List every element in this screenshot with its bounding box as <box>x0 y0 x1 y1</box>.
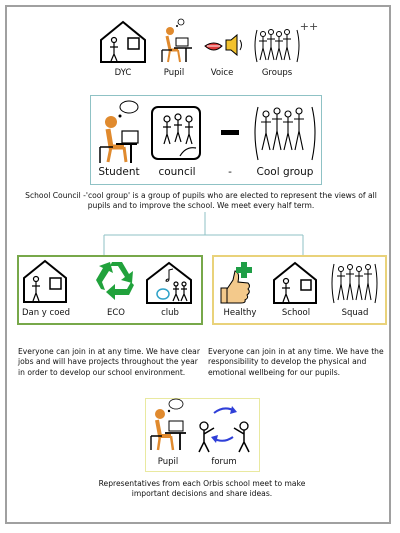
forum-discussion-icon <box>199 406 249 452</box>
left-label-dan-y-coed: Dan y coed <box>21 308 71 318</box>
left-label-eco: ECO <box>107 308 125 318</box>
mouth-speaker-icon <box>205 35 242 55</box>
school-house-icon <box>274 263 316 303</box>
right-label-healthy: Healthy <box>223 308 257 318</box>
plus-marks: ++ <box>299 20 319 33</box>
left-group-description: Everyone can join in at any time. We have clear jobs and will have projects throughout the year in order to develop our school environment. <box>18 347 200 377</box>
forum-description: Representatives from each Orbis school meet to make important decisions and share ideas. <box>98 479 306 499</box>
right-group-description: Everyone can join in at any time. We have the responsibility to develop the physical and emotional wellbeing for our pupils. <box>208 347 384 377</box>
dan-y-coed-house-icon <box>24 261 66 302</box>
club-music-icon <box>147 263 191 303</box>
forum-label-forum: forum <box>211 457 237 467</box>
thumbs-up-plus-icon <box>221 262 252 303</box>
squad-group-icon <box>332 264 377 303</box>
council-icon <box>152 107 200 159</box>
council-label-council: council <box>158 166 196 178</box>
council-label-cool-group: Cool group <box>256 166 314 178</box>
dash-mark <box>221 130 239 135</box>
forum-label-pupil: Pupil <box>157 457 179 467</box>
top-label-groups: Groups <box>261 68 293 78</box>
top-label-pupil: Pupil <box>163 68 185 78</box>
left-label-club: club <box>161 308 179 318</box>
council-description: School Council -'cool group' is a group of pupils who are elected to represent the views of all pupils and to improve the school. We meet every half term. <box>25 191 377 211</box>
student-icon <box>100 101 138 163</box>
top-label-voice: Voice <box>210 68 234 78</box>
house-person-icon <box>101 22 145 62</box>
pupil-reading-icon <box>162 19 192 62</box>
right-label-school: School <box>281 308 311 318</box>
forum-pupil-icon <box>151 399 186 450</box>
group-people-icon <box>255 30 299 63</box>
connector-lines <box>104 212 303 255</box>
recycle-icon <box>96 262 134 300</box>
top-label-dyc: DYC <box>114 68 132 78</box>
cool-group-icon <box>255 107 315 160</box>
right-label-squad: Squad <box>341 308 369 318</box>
council-label-student: Student <box>98 166 140 178</box>
council-label-dash: - <box>228 166 232 178</box>
